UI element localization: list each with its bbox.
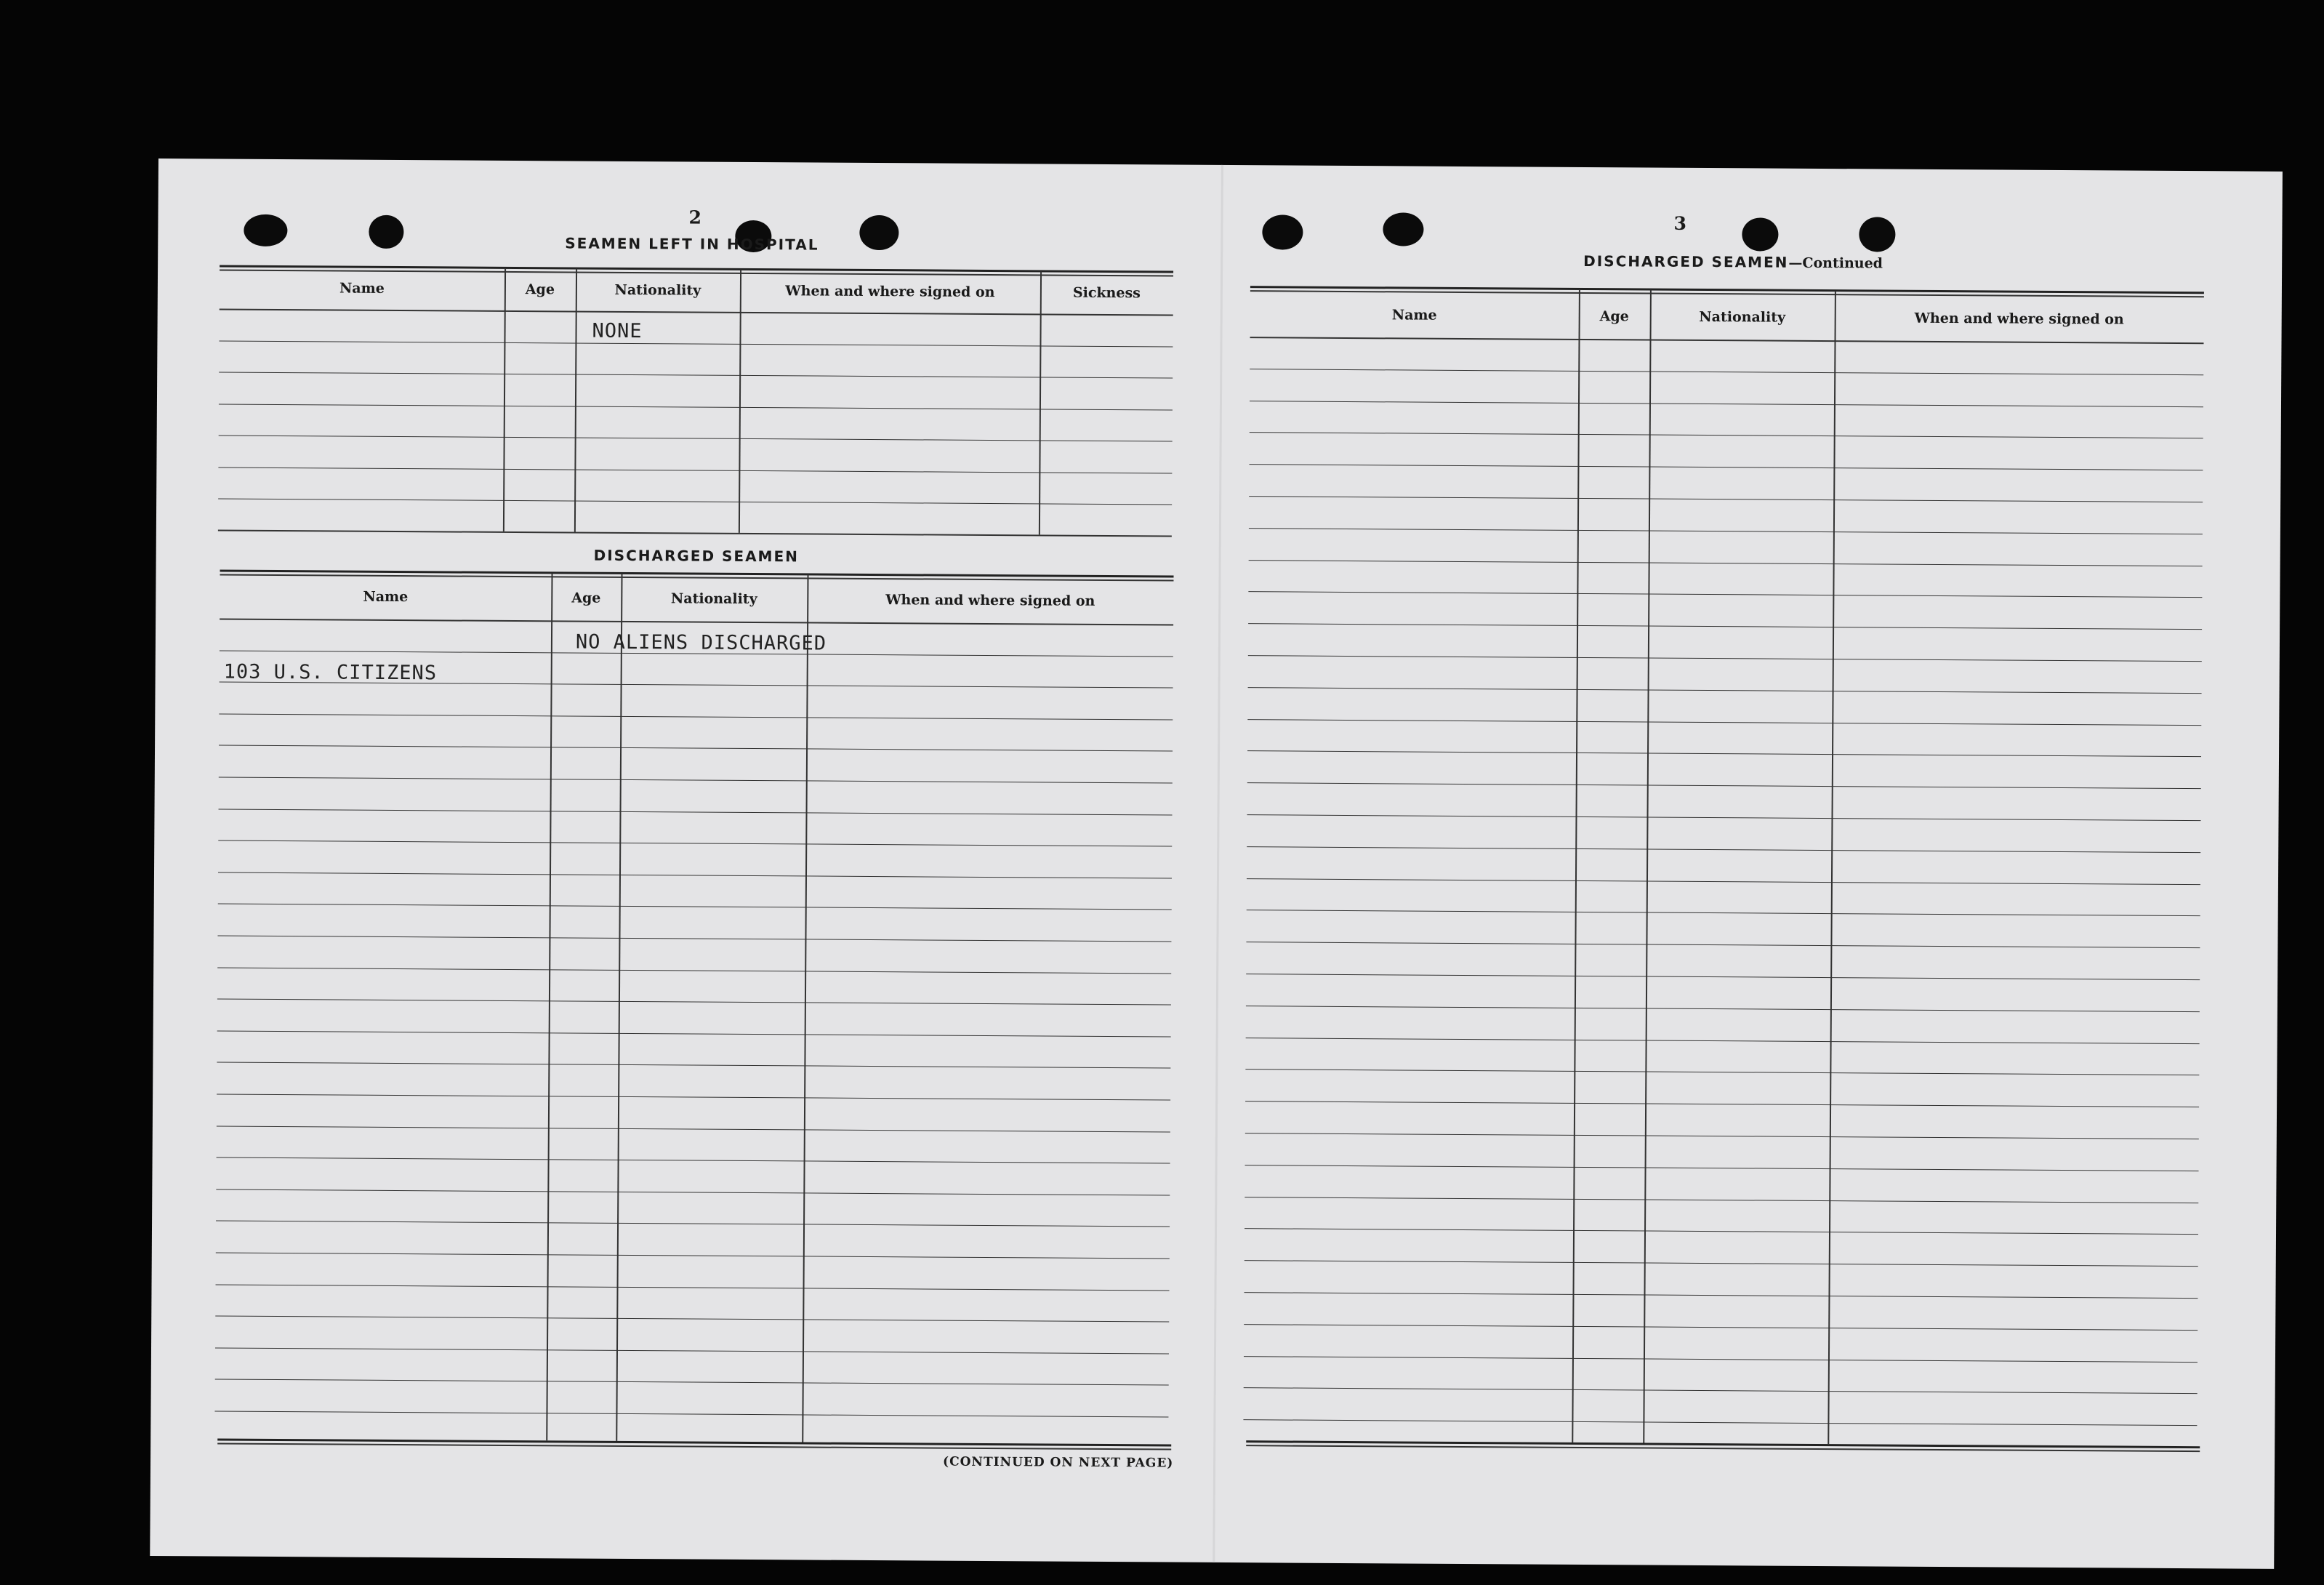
row-line (1248, 592, 2202, 598)
row-line (1248, 655, 2202, 662)
row-line (1246, 942, 2200, 948)
continued-row-lines (1223, 165, 2283, 172)
row-line (217, 1094, 1170, 1101)
punch-hole (1859, 217, 1895, 252)
row-line (217, 967, 1171, 974)
row-line (218, 904, 1172, 910)
row-line (219, 436, 1173, 442)
aliens-entry: NO ALIENS DISCHARGED (575, 630, 827, 655)
row-line (1245, 1101, 2199, 1107)
row-line (217, 936, 1171, 942)
row-line (219, 808, 1173, 815)
row-line (1245, 1260, 2198, 1267)
header-rule (1250, 337, 2204, 344)
column-header-nationality: Nationality (670, 590, 757, 608)
column-header-nationality: Nationality (614, 281, 701, 299)
page-number: 2 (688, 206, 702, 228)
row-line (1245, 1165, 2199, 1171)
row-line (216, 1221, 1170, 1227)
punch-hole (1262, 214, 1303, 249)
right-page (1215, 165, 2283, 1569)
header-rule (220, 309, 1173, 316)
row-line (215, 1347, 1169, 1354)
column-divider (574, 269, 577, 532)
row-line (1250, 433, 2203, 439)
page-number: 3 (1673, 212, 1686, 234)
row-line (1247, 751, 2201, 758)
row-line (1245, 1070, 2199, 1076)
column-divider (546, 573, 552, 1440)
row-line (1244, 1388, 2198, 1395)
row-line (1248, 687, 2202, 694)
hospital-entry: NONE (592, 319, 643, 343)
row-line (1245, 1229, 2198, 1235)
column-divider (1039, 271, 1042, 534)
column-divider (616, 574, 622, 1441)
table-bottom-rule (218, 530, 1172, 537)
column-header-age: Age (525, 281, 555, 298)
row-line (1246, 1006, 2200, 1012)
discharged-row-lines (158, 158, 1221, 165)
column-header-age: Age (571, 590, 601, 606)
row-line (215, 1316, 1169, 1323)
row-line (218, 840, 1172, 847)
row-line (219, 340, 1173, 347)
column-divider (503, 268, 506, 531)
row-line (1249, 464, 2203, 470)
row-line (219, 777, 1173, 784)
hospital-row-lines (158, 158, 1221, 165)
row-line (219, 404, 1173, 410)
row-line (217, 1157, 1170, 1164)
column-header-sickness: Sickness (1072, 284, 1141, 302)
row-line (1247, 782, 2201, 789)
row-line (216, 1189, 1170, 1195)
row-line (218, 499, 1172, 505)
section-title-suffix: —Continued (1788, 254, 1883, 272)
continued-section-title (1583, 252, 1883, 272)
punch-hole (244, 214, 287, 246)
discharged-section-title: DISCHARGED SEAMEN (593, 546, 799, 566)
row-line (217, 1125, 1170, 1132)
row-line (217, 999, 1171, 1006)
column-header-name: Name (363, 588, 409, 606)
row-line (1246, 1038, 2200, 1044)
hospital-section-title: SEAMEN LEFT IN HOSPITAL (565, 234, 819, 254)
column-header-signed-on: When and where signed on (785, 283, 995, 301)
row-line (1249, 496, 2203, 502)
row-line (1247, 910, 2200, 917)
manifest-sheet (150, 158, 2283, 1569)
row-line (1250, 401, 2203, 407)
row-line (219, 372, 1173, 379)
column-divider (1643, 290, 1652, 1443)
row-line (217, 1062, 1170, 1069)
row-line (1249, 528, 2203, 534)
row-line (1246, 974, 2200, 980)
row-line (1247, 814, 2201, 821)
row-line (1244, 1356, 2198, 1363)
row-line (1248, 623, 2202, 630)
row-line (1247, 878, 2200, 885)
column-divider (739, 270, 741, 533)
punch-hole (1742, 217, 1778, 251)
row-line (1245, 1197, 2198, 1203)
row-line (215, 1379, 1169, 1386)
row-line (218, 872, 1172, 878)
column-header-name: Name (339, 280, 385, 297)
left-page (150, 158, 1221, 1562)
header-rule (220, 619, 1173, 626)
row-line (216, 1253, 1170, 1259)
continued-note: (CONTINUED ON NEXT PAGE) (943, 1454, 1174, 1471)
column-divider (1572, 289, 1580, 1442)
row-line (1245, 1133, 2199, 1139)
row-line (219, 745, 1173, 752)
section-title-text: DISCHARGED SEAMEN (1583, 252, 1789, 271)
row-line (1244, 1292, 2198, 1299)
row-line (1249, 560, 2203, 566)
row-line (1244, 1324, 2198, 1331)
punch-hole (859, 215, 898, 250)
column-header-age: Age (1599, 308, 1629, 325)
column-header-signed-on: When and where signed on (1914, 310, 2124, 328)
column-header-signed-on: When and where signed on (885, 592, 1095, 609)
column-header-nationality: Nationality (1699, 308, 1786, 326)
column-header-name: Name (1391, 307, 1437, 324)
row-line (218, 467, 1172, 473)
citizens-entry: 103 U.S. CITIZENS (223, 660, 438, 685)
punch-hole (369, 215, 403, 249)
row-line (217, 1030, 1171, 1037)
row-line (216, 1284, 1170, 1291)
column-divider (1828, 291, 1836, 1444)
punch-hole (1383, 212, 1423, 246)
row-line (214, 1411, 1168, 1418)
column-divider (802, 574, 808, 1442)
row-line (1243, 1419, 2197, 1426)
row-line (1247, 719, 2201, 726)
row-line (1250, 369, 2203, 375)
row-line (219, 713, 1173, 720)
row-line (1247, 846, 2200, 853)
